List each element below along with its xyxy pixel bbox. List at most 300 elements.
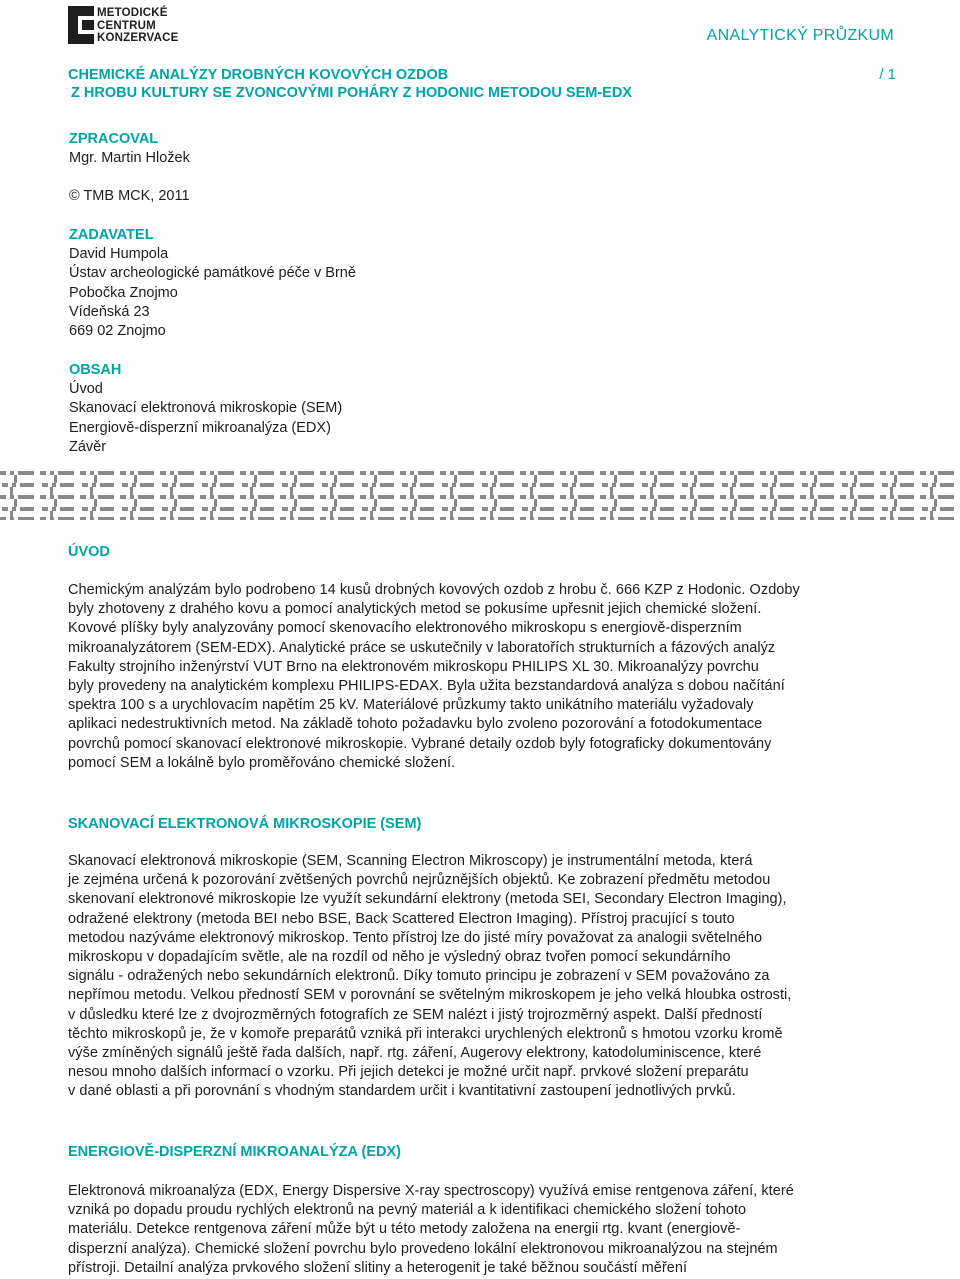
document-title-line: CHEMICKÉ ANALÝZY DROBNÝCH KOVOVÝCH OZDOB [68, 67, 449, 83]
pattern-dash [530, 471, 534, 475]
pattern-dash [698, 471, 714, 475]
pattern-dash [650, 495, 654, 499]
pattern-tick [774, 499, 777, 507]
pattern-dash [930, 471, 934, 475]
pattern-tick [214, 475, 217, 483]
pattern-dash [680, 471, 686, 475]
pattern-dash [612, 483, 616, 487]
pattern-dash [40, 471, 46, 475]
pattern-tick [54, 499, 57, 507]
pattern-tick [334, 499, 337, 507]
pattern-dash [890, 495, 894, 499]
client-line: Ústav archeologické památkové péče v Brně [69, 265, 356, 282]
pattern-dash [572, 483, 576, 487]
paragraph-line: odražené elektrony (metoda BEI nebo BSE, Back Scattered Electron Imaging). Přístroj pracující s touto [68, 910, 735, 927]
pattern-dash [410, 495, 414, 499]
pattern-dash [220, 483, 234, 487]
pattern-dash [18, 471, 34, 475]
toc-item: Energiově-disperzní mikroanalýza (EDX) [69, 419, 331, 436]
pattern-dash [940, 483, 954, 487]
pattern-dash [560, 495, 566, 499]
pattern-dash [818, 495, 834, 499]
pattern-tick [654, 475, 657, 483]
pattern-dash [682, 483, 688, 487]
prepared-by-block [69, 130, 190, 168]
pattern-dash [0, 471, 6, 475]
pattern-dash [610, 471, 614, 475]
pattern-dash [322, 483, 328, 487]
pattern-dash [242, 483, 248, 487]
pattern-dash [840, 471, 846, 475]
pattern-dash [480, 471, 486, 475]
pattern-dash [92, 483, 96, 487]
pattern-dash [532, 507, 536, 511]
pattern-dash [880, 517, 886, 520]
pattern-dash [200, 471, 206, 475]
pattern-dash [602, 507, 608, 511]
pattern-dash [42, 483, 48, 487]
pattern-dash [10, 471, 14, 475]
pattern-dash [520, 471, 526, 475]
pattern-dash [762, 507, 768, 511]
pattern-dash [82, 483, 88, 487]
pattern-dash [260, 483, 274, 487]
pattern-dash [858, 471, 874, 475]
paragraph-line: Elektronová mikroanalýza (EDX, Energy Dispersive X-ray spectroscopy) využívá emise rentgenova záření, které [68, 1183, 794, 1199]
pattern-tick [370, 487, 373, 495]
pattern-dash [172, 507, 176, 511]
pattern-tick [374, 499, 377, 507]
pattern-dash [52, 507, 56, 511]
pattern-dash [100, 507, 114, 511]
client-line: Vídeňská 23 [69, 303, 150, 320]
pattern-dash [802, 483, 808, 487]
pattern-dash [898, 517, 914, 520]
pattern-dash [418, 495, 434, 499]
pattern-dash [482, 507, 488, 511]
pattern-dash [738, 471, 754, 475]
pattern-tick [334, 475, 337, 483]
pattern-dash [258, 495, 274, 499]
pattern-dash [740, 483, 754, 487]
pattern-dash [562, 507, 568, 511]
section-heading-sem: SKANOVACÍ ELEKTRONOVÁ MIKROSKOPIE (SEM) [68, 816, 422, 832]
pattern-tick [574, 475, 577, 483]
pattern-tick [54, 475, 57, 483]
pattern-dash [60, 507, 74, 511]
pattern-dash [420, 507, 434, 511]
pattern-dash [938, 471, 954, 475]
pattern-dash [380, 507, 394, 511]
pattern-tick [930, 487, 933, 495]
pattern-dash [540, 483, 554, 487]
pattern-tick [494, 499, 497, 507]
pattern-dash [282, 507, 288, 511]
pattern-tick [654, 499, 657, 507]
paragraph-line: povrchů pomocí skanovací elektronové mikroskopie. Vybrané detaily ozdob byly fotograficky dokumentovány [68, 735, 772, 752]
paragraph-line: mikroskopu v dopadajícím světle, ale na rozdíl od něho je výsledný obraz tvořen pomocí sekundárního [68, 949, 731, 966]
pattern-dash [178, 495, 194, 499]
pattern-dash [280, 517, 286, 520]
pattern-dash [760, 495, 766, 499]
pattern-dash [722, 507, 728, 511]
pattern-dash [538, 471, 554, 475]
pattern-dash [202, 483, 208, 487]
pattern-dash [90, 471, 94, 475]
pattern-dash [760, 517, 766, 520]
pattern-dash [500, 507, 514, 511]
pattern-dash [372, 507, 376, 511]
pattern-dash [90, 517, 94, 520]
pattern-dash [778, 471, 794, 475]
pattern-dash [700, 483, 714, 487]
pattern-dash [50, 517, 54, 520]
pattern-dash [842, 507, 848, 511]
pattern-dash [412, 483, 416, 487]
pattern-tick [534, 475, 537, 483]
pattern-dash [922, 507, 928, 511]
pattern-dash [480, 495, 486, 499]
pattern-dash [10, 517, 14, 520]
pattern-tick [494, 475, 497, 483]
pattern-dash [162, 507, 168, 511]
pattern-dash [450, 495, 454, 499]
paragraph-line: byly provedeny na analytickém komplexu PHILIPS-EDAX. Byla užita bezstandardová analýza s dobou načítání [68, 678, 785, 695]
pattern-dash [210, 517, 214, 520]
pattern-dash [770, 495, 774, 499]
pattern-dash [770, 517, 774, 520]
pattern-tick [774, 475, 777, 483]
pattern-dash [440, 495, 446, 499]
pattern-dash [170, 517, 174, 520]
pattern-dash [258, 517, 274, 520]
pattern-dash [282, 483, 288, 487]
pattern-dash [900, 483, 914, 487]
paragraph-line: těchto mikroskopů je, že v komoře preparátů vzniká při interakci urychlených elektronů s hmotou vzorku kromě [68, 1025, 783, 1042]
pattern-dash [50, 495, 54, 499]
pattern-dash [130, 517, 134, 520]
pattern-dash [570, 471, 574, 475]
pattern-dash [340, 507, 354, 511]
pattern-dash [640, 495, 646, 499]
pattern-dash [338, 517, 354, 520]
pattern-dash [890, 517, 894, 520]
pattern-dash [298, 495, 314, 499]
pattern-dash [180, 507, 194, 511]
pattern-dash [290, 495, 294, 499]
pattern-dash [660, 483, 674, 487]
pattern-dash [362, 483, 368, 487]
pattern-tick [694, 475, 697, 483]
pattern-dash [690, 495, 694, 499]
pattern-dash [100, 483, 114, 487]
pattern-dash [18, 517, 34, 520]
pattern-dash [538, 495, 554, 499]
pattern-dash [692, 483, 696, 487]
pattern-dash [892, 507, 896, 511]
pattern-dash [450, 471, 454, 475]
pattern-dash [132, 507, 136, 511]
pattern-dash [820, 483, 834, 487]
pattern-tick [934, 499, 937, 507]
pattern-dash [740, 507, 754, 511]
pattern-dash [930, 495, 934, 499]
pattern-tick [534, 499, 537, 507]
pattern-dash [292, 507, 296, 511]
pattern-dash [410, 517, 414, 520]
document-title-line: Z HROBU KULTURY SE ZVONCOVÝMI POHÁRY Z HODONIC METODOU SEM-EDX [71, 85, 632, 101]
pattern-dash [80, 495, 86, 499]
pattern-dash [898, 471, 914, 475]
pattern-dash [252, 483, 256, 487]
pattern-dash [80, 471, 86, 475]
pattern-dash [882, 507, 888, 511]
pattern-dash [620, 507, 634, 511]
pattern-dash [800, 495, 806, 499]
client-label: ZADAVATEL [69, 227, 154, 243]
pattern-dash [658, 495, 674, 499]
pattern-tick [50, 487, 53, 495]
pattern-dash [772, 483, 776, 487]
pattern-dash [642, 507, 648, 511]
pattern-dash [852, 507, 856, 511]
pattern-dash [480, 517, 486, 520]
pattern-tick [94, 475, 97, 483]
pattern-dash [460, 507, 474, 511]
pattern-dash [578, 517, 594, 520]
pattern-dash [780, 483, 794, 487]
pattern-dash [20, 483, 34, 487]
pattern-dash [360, 495, 366, 499]
pattern-dash [658, 517, 674, 520]
pattern-dash [578, 471, 594, 475]
paragraph-line: Kovové plíšky byly analyzovány pomocí skenovacího elektronového mikroskopu s energiově-disperzním [68, 620, 742, 637]
pattern-dash [210, 495, 214, 499]
pattern-dash [210, 471, 214, 475]
pattern-dash [218, 471, 234, 475]
pattern-dash [810, 517, 814, 520]
pattern-dash [330, 495, 334, 499]
pattern-dash [898, 495, 914, 499]
pattern-dash [520, 495, 526, 499]
pattern-dash [218, 517, 234, 520]
pattern-tick [650, 487, 653, 495]
pattern-dash [220, 507, 234, 511]
pattern-dash [650, 517, 654, 520]
pattern-dash [498, 471, 514, 475]
pattern-tick [294, 475, 297, 483]
pattern-dash [880, 495, 886, 499]
pattern-dash [538, 517, 554, 520]
pattern-dash [818, 517, 834, 520]
pattern-dash [138, 495, 154, 499]
pattern-dash [400, 517, 406, 520]
section-body-intro [68, 581, 898, 773]
pattern-dash [762, 483, 768, 487]
pattern-dash [690, 471, 694, 475]
paragraph-line: nepřímou metodu. Velkou předností SEM v porovnání se světelným mikroskopem je jeho velká hloubka ostrosti, [68, 987, 792, 1004]
client-line: Pobočka Znojmo [69, 284, 178, 301]
pattern-dash [618, 517, 634, 520]
pattern-dash [250, 495, 254, 499]
pattern-dash [18, 495, 34, 499]
pattern-dash [42, 507, 48, 511]
decorative-pattern-band [0, 469, 960, 523]
pattern-dash [160, 495, 166, 499]
pattern-dash [120, 495, 126, 499]
pattern-tick [614, 499, 617, 507]
pattern-dash [618, 495, 634, 499]
pattern-dash [0, 517, 6, 520]
pattern-dash [600, 471, 606, 475]
pattern-dash [330, 517, 334, 520]
pattern-dash [738, 495, 754, 499]
pattern-tick [410, 487, 413, 495]
pattern-dash [92, 507, 96, 511]
pattern-dash [138, 517, 154, 520]
pattern-dash [520, 517, 526, 520]
pattern-dash [720, 495, 726, 499]
pattern-dash [300, 483, 314, 487]
pattern-dash [260, 507, 274, 511]
pattern-dash [860, 507, 874, 511]
pattern-dash [600, 495, 606, 499]
pattern-tick [134, 475, 137, 483]
pattern-dash [560, 471, 566, 475]
mck-logo [68, 6, 208, 48]
pattern-dash [170, 471, 174, 475]
pattern-dash [852, 483, 856, 487]
prepared-by-label: ZPRACOVAL [69, 131, 159, 147]
pattern-dash [98, 471, 114, 475]
pattern-dash [40, 495, 46, 499]
pattern-dash [578, 495, 594, 499]
pattern-tick [810, 487, 813, 495]
pattern-dash [10, 495, 14, 499]
pattern-dash [730, 517, 734, 520]
pattern-dash [258, 471, 274, 475]
pattern-dash [738, 517, 754, 520]
pattern-dash [642, 483, 648, 487]
section-heading-edx: ENERGIOVĚ-DISPERZNÍ MIKROANALÝZA (EDX) [68, 1144, 401, 1160]
paragraph-line: aplikaci nedestruktivních metod. Na základě tohoto požadavku bylo zvoleno pozorování a fotodokumentace [68, 716, 763, 733]
pattern-dash [90, 495, 94, 499]
pattern-tick [174, 499, 177, 507]
paragraph-line: přístroji. Detailní analýza prvkového složení slitiny a heterogenit je také běžnou součástí měření [68, 1259, 688, 1276]
pattern-dash [600, 517, 606, 520]
pattern-tick [94, 499, 97, 507]
pattern-tick [934, 475, 937, 483]
paragraph-line: výše zmíněných signálů ještě řada dalších, např. rtg. záření, Augerovy elektrony, katodoluminiscence, které [68, 1045, 762, 1062]
pattern-dash [498, 517, 514, 520]
pattern-dash [370, 471, 374, 475]
pattern-tick [894, 499, 897, 507]
pattern-tick [254, 475, 257, 483]
paragraph-line: byly zhotoveny z drahého kovu a pomocí analytických metod se pokusíme upřesnit jejich chemické složení. [68, 601, 762, 618]
pattern-dash [360, 517, 366, 520]
pattern-dash [920, 495, 926, 499]
pattern-dash [720, 517, 726, 520]
pattern-dash [570, 517, 574, 520]
pattern-tick [170, 487, 173, 495]
pattern-dash [200, 517, 206, 520]
pattern-dash [280, 471, 286, 475]
paragraph-line: mikroanalyzátorem (SEM-EDX). Analytické práce se uskutečnily v laboratořích strukturních a fázových analýz [68, 639, 776, 656]
pattern-dash [162, 483, 168, 487]
pattern-dash [720, 471, 726, 475]
pattern-dash [692, 507, 696, 511]
paragraph-line: Chemickým analýzám bylo podrobeno 14 kusů drobných kovových ozdob z hrobu č. 666 KZP z Hodonic. Ozdoby [68, 582, 800, 598]
pattern-dash [218, 495, 234, 499]
pattern-tick [414, 475, 417, 483]
pattern-dash [290, 517, 294, 520]
pattern-tick [854, 475, 857, 483]
pattern-dash [498, 495, 514, 499]
pattern-dash [640, 517, 646, 520]
pattern-dash [240, 517, 246, 520]
pattern-dash [372, 483, 376, 487]
section-heading-intro: ÚVOD [68, 544, 110, 560]
pattern-dash [440, 471, 446, 475]
pattern-tick [690, 487, 693, 495]
pattern-dash [818, 471, 834, 475]
pattern-dash [130, 495, 134, 499]
pattern-dash [338, 495, 354, 499]
pattern-tick [14, 499, 17, 507]
pattern-dash [240, 471, 246, 475]
pattern-dash [160, 471, 166, 475]
pattern-dash [840, 495, 846, 499]
pattern-dash [610, 517, 614, 520]
logo-line: KONZERVACE [97, 32, 179, 44]
pattern-dash [850, 495, 854, 499]
pattern-dash [98, 495, 114, 499]
pattern-dash [850, 471, 854, 475]
pattern-tick [14, 475, 17, 483]
pattern-dash [332, 507, 336, 511]
pattern-dash [410, 471, 414, 475]
pattern-tick [614, 475, 617, 483]
pattern-dash [610, 495, 614, 499]
pattern-dash [882, 483, 888, 487]
pattern-dash [292, 483, 296, 487]
pattern-dash [450, 517, 454, 520]
document-title [68, 66, 632, 102]
copyright-notice: © TMB MCK, 2011 [69, 188, 190, 204]
pattern-dash [58, 495, 74, 499]
section-body-sem [68, 852, 898, 1102]
pattern-dash [560, 517, 566, 520]
pattern-dash [60, 483, 74, 487]
pattern-tick [454, 475, 457, 483]
pattern-dash [530, 517, 534, 520]
paragraph-line: nesou mnoho dalších informací o vzorku. Při jejich detekci je možné určit např. prvkové složení preparátu [68, 1064, 749, 1081]
pattern-dash [400, 471, 406, 475]
paragraph-line: spektra 100 s a urychlovacím napětím 25 kV. Materiálové průzkumy takto unikátního materiálu vyžadovaly [68, 697, 754, 714]
pattern-tick [854, 499, 857, 507]
pattern-tick [130, 487, 133, 495]
pattern-dash [640, 471, 646, 475]
pattern-dash [300, 507, 314, 511]
mck-logo-mark-icon [68, 6, 94, 44]
logo-line: CENTRUM [97, 19, 156, 32]
pattern-dash [98, 517, 114, 520]
pattern-dash [690, 517, 694, 520]
page-number: / 1 [879, 66, 896, 83]
pattern-dash [58, 471, 74, 475]
pattern-dash [658, 471, 674, 475]
pattern-dash [732, 483, 736, 487]
